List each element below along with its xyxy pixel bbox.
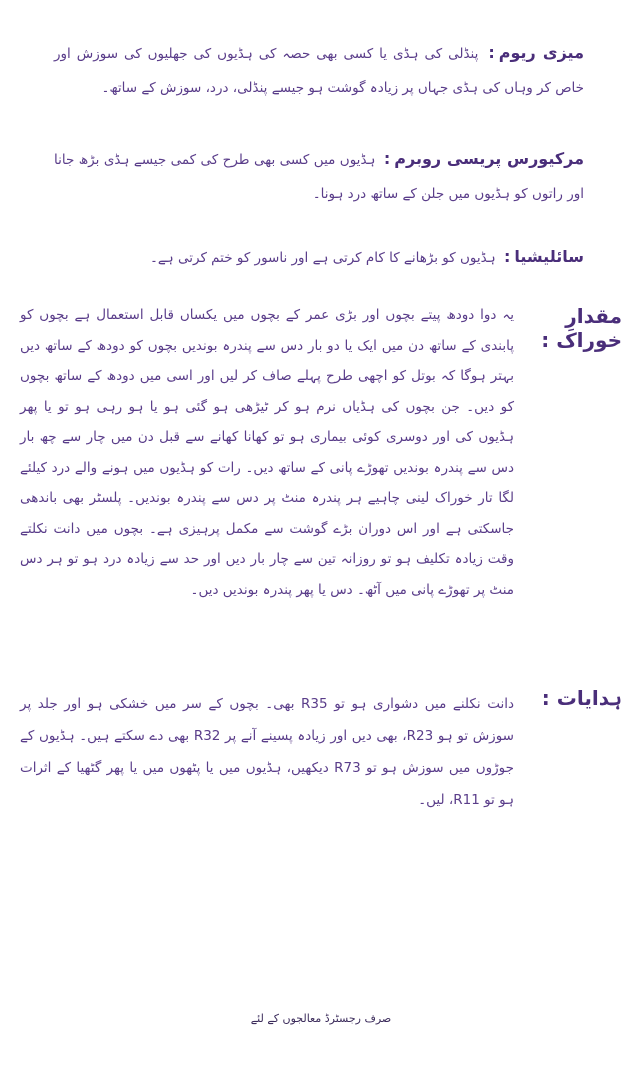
entry-mercurius — [54, 142, 584, 211]
entry-term: میزی ریوم — [498, 43, 584, 62]
entry-colon: : — [488, 43, 495, 62]
footer-note: صرف رجسٹرڈ معالجوں کے لئے — [250, 1012, 392, 1025]
dosage-body: یہ دوا دودھ پیتے بچوں اور بڑی عمر کے بچوں میں یکساں قابل استعمال ہے بچوں کو پابندی کے ساتھ دن میں ایک یا دو بار دس سے پندرہ بوندیں بچوں کو دودھ کے ساتھ دیں بہتر ہوگا کہ بوتل کو اچھی طرح پہلے صاف کر لیں اور اسی میں دودھ کے ساتھ بچوں کو دیں۔ جن بچوں کی ہڈیاں نرم ہو کر ٹیڑھی ہو گئی ہو یا ہو رہی ہو تو یا پھر ہڈیوں کی اور دوسری کوئی بیماری ہو تو کھانا کھانے سے قبل دن میں چار سے چھ بار دس سے پندرہ بوندیں تھوڑے پانی کے ساتھ دیں۔ رات کو ہڈیوں میں ہونے والے درد کیلئے لگا تار خوراک لینی چاہیے ہر پندرہ منٹ پر دس سے پندرہ بوندیں۔ پلسٹر بھی باندھی جاسکتی ہے اور اس دوران بڑے گوشت سے مکمل پرہیزی ہے۔ بچوں میں دانت نکلتے وقت زیادہ تکلیف ہو تو روزانہ تین سے چار بار دیں اور حد سے زیادہ درد ہو تو ہر دس منٹ پر تھوڑے پانی میں آٹھ۔ دس یا پھر پندرہ بوندیں دیں۔ — [20, 307, 514, 598]
dosage-title: مقدارِ خوراک : — [541, 304, 622, 352]
instructions-title: ہدایات : — [541, 686, 622, 710]
instructions-body: دانت نکلنے میں دشواری ہو تو R35 بھی۔ بچوں کے سر میں خشکی ہو اور جلد پر سوزش تو ہو R23، بھی دیں اور زیادہ پسینے آنے پر R32 بھی دے سکتے ہیں۔ ہڈیوں کے جوڑوں میں سوزش ہو تو R73 دیکھیں، ہڈیوں میں یا پٹھوں میں یا پھر گٹھیا کے اثرات ہو تو R11، لیں۔ — [20, 696, 514, 808]
entry-text: ہڈیوں کو بڑھانے کا کام کرتی ہے اور ناسور کو ختم کرتی ہے۔ — [149, 250, 496, 266]
entry-term: سائلیشیا — [514, 247, 584, 266]
entry-term: مرکیورس پریسی روبرم — [394, 149, 585, 168]
entry-text: ہڈیوں میں کسی بھی طرح کی کمی جیسے ہڈی بڑھ جانا اور راتوں کو ہڈیوں میں جلن کے ساتھ درد ہونا۔ — [54, 152, 584, 202]
entry-mezereum — [54, 36, 584, 105]
entry-colon: : — [383, 149, 391, 168]
entry-text: پنڈلی کی ہڈی یا کسی بھی حصہ کی ہڈیوں کی جھلیوں کی سوزش اور خاص کر وہاں کی ہڈی جہاں پر زیادہ گوشت ہو جیسے پنڈلی، درد، سوزش کے ساتھ۔ — [54, 46, 584, 96]
entry-silicea — [54, 240, 584, 275]
entry-colon: : — [503, 247, 511, 266]
